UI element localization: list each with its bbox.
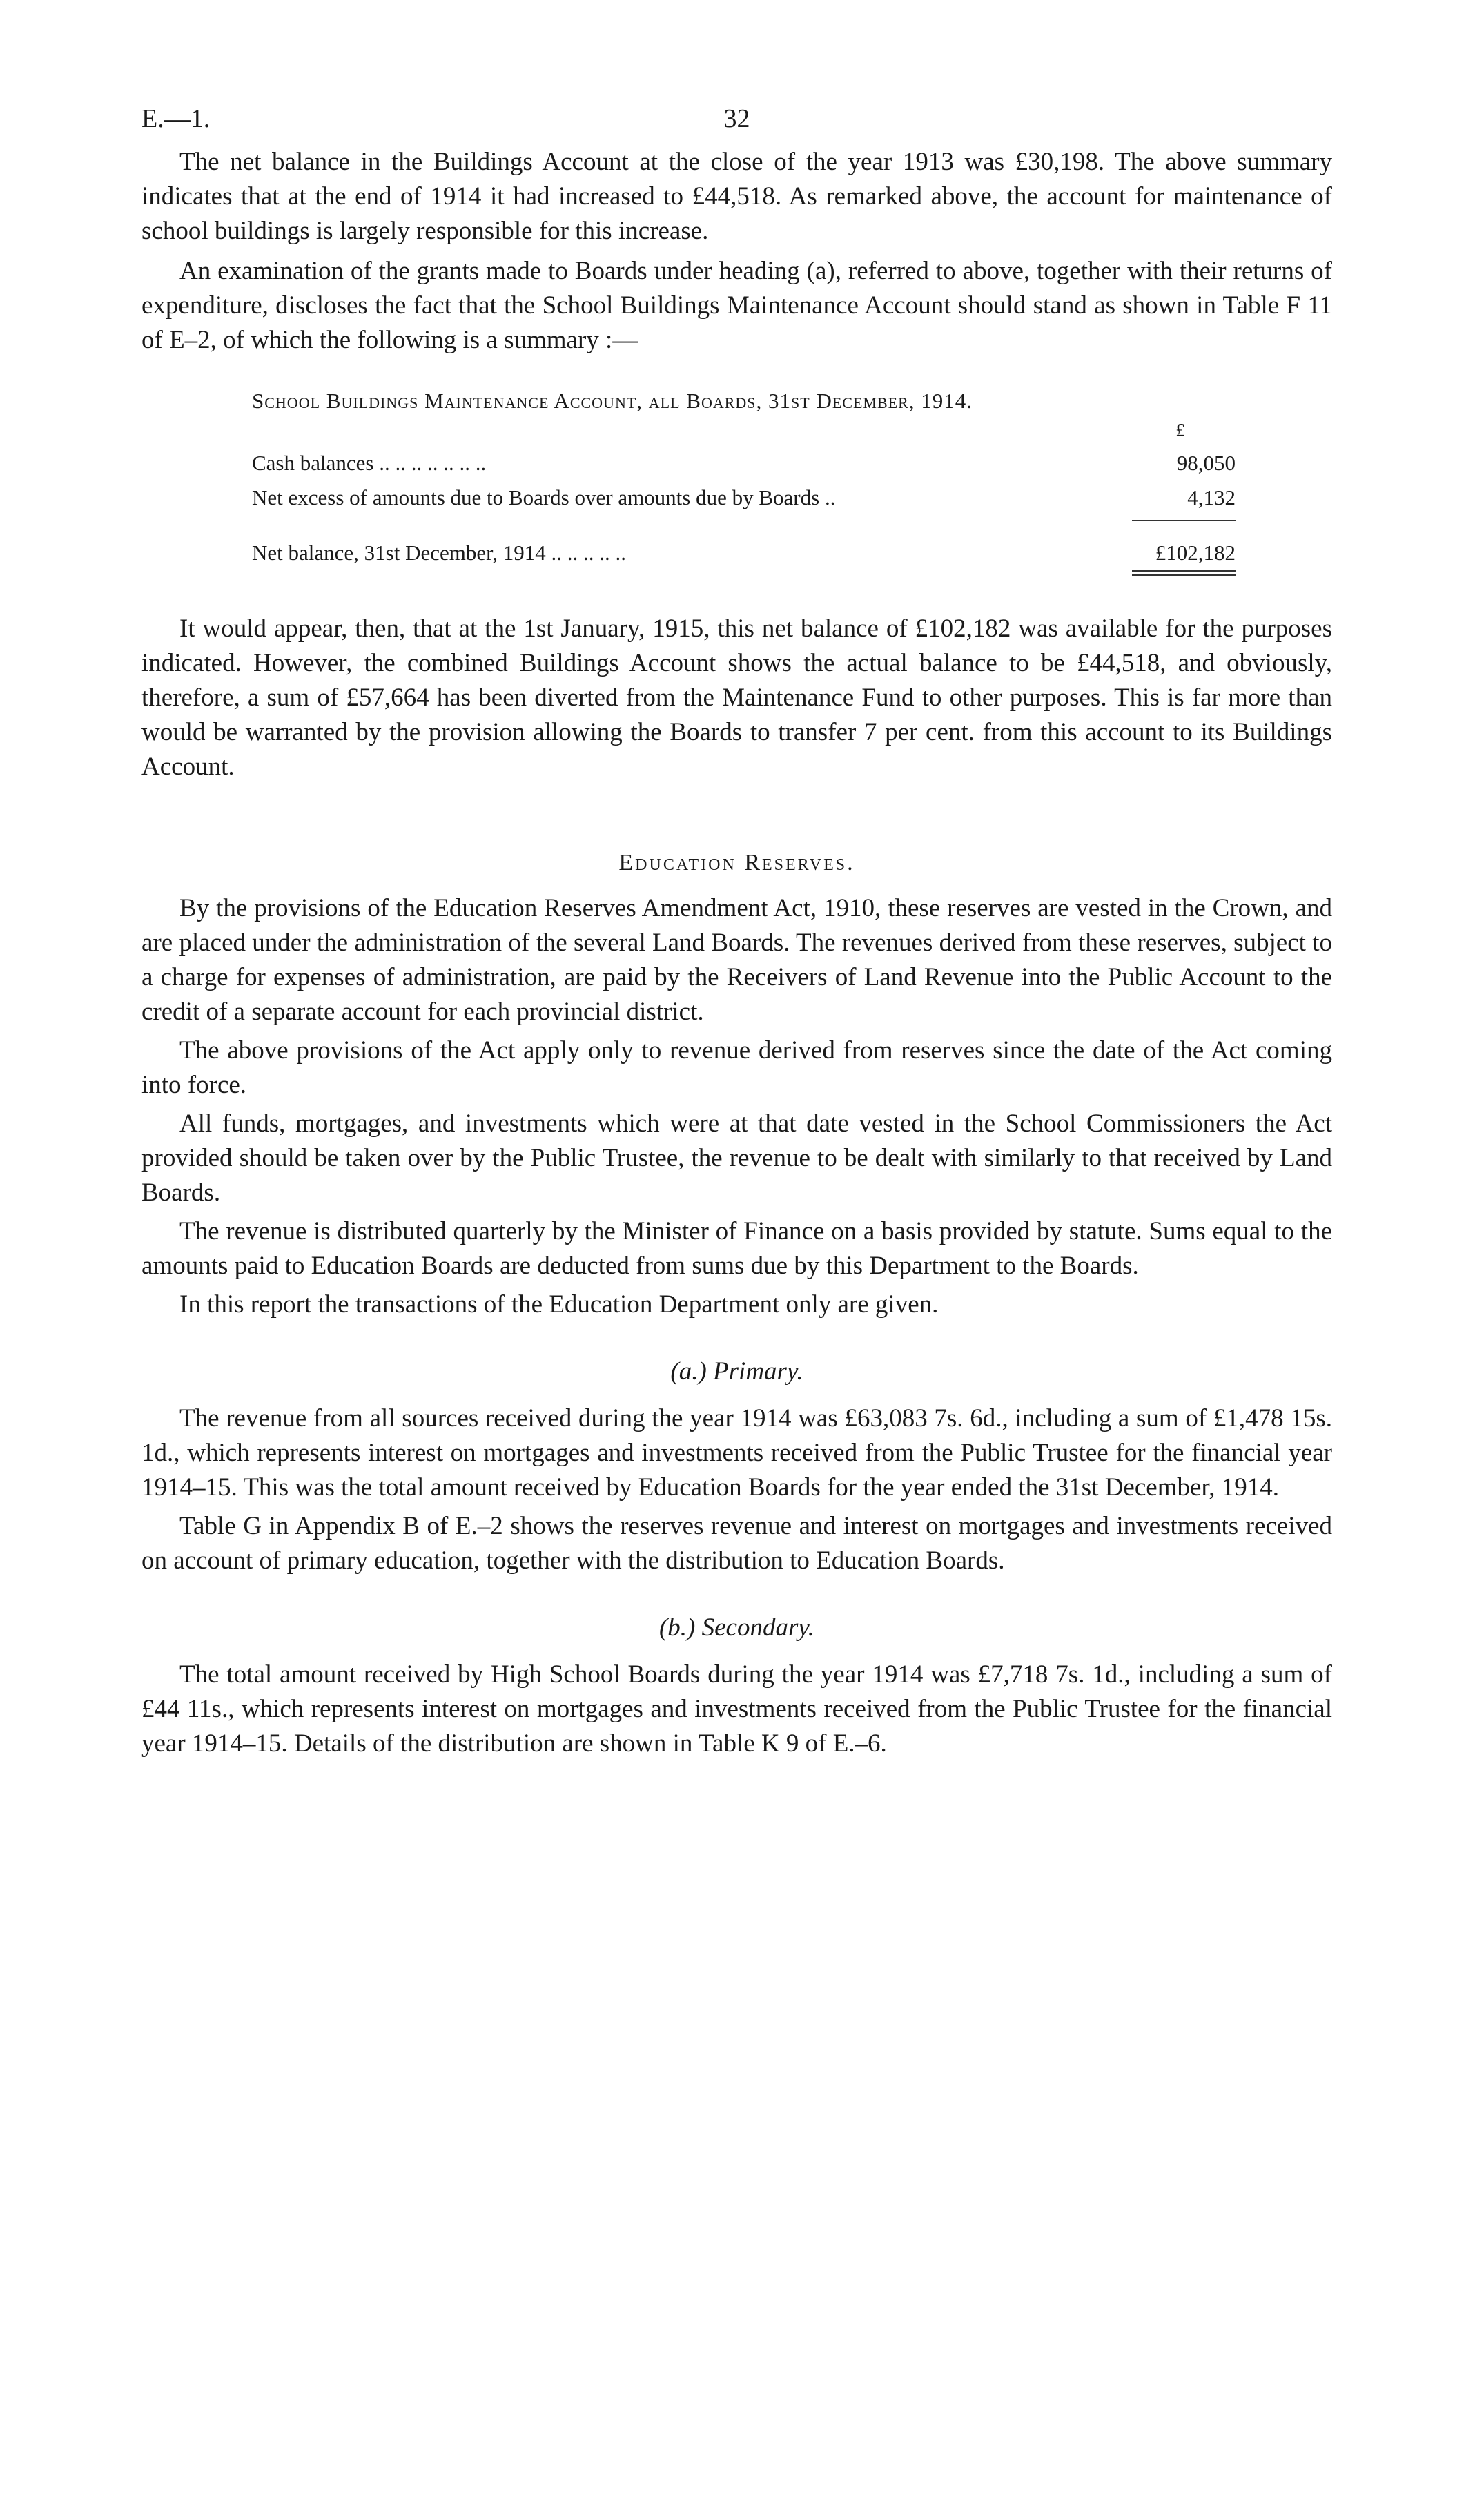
paragraph: It would appear, then, that at the 1st January, 1915, this net balance of £102,182 was available for the purposes indicated. However, the combined Buildings Account shows the actual balance to be £44,518, and obviously, therefore, a sum of £57,664 has been diverted from the Maintenance Fund to other purposes. This is far more than would be warranted by the provision allowing the Boards to transfer 7 per cent. from this account to its Buildings Account. [141, 614, 1332, 781]
paragraph: The revenue is distributed quarterly by the Minister of Finance on a basis provided by statute. Sums equal to the amounts paid to Education Boards are deducted from sums due by this Department to the Boards. [141, 1217, 1332, 1280]
row-value: 98,050 [1176, 451, 1236, 475]
paragraph: The total amount received by High School Boards during the year 1914 was £7,718 7s. 1d., including a sum of £44 11s., which represents interest on mortgages and investments received from the Public Trustee for the financial year 1914–15. Details of the distribution are shown in Table K 9 of E.–6. [141, 1660, 1332, 1758]
summary-title: School Buildings Maintenance Account, all Boards, 31st December, 1914. [252, 389, 973, 413]
row-label: Net excess of amounts due to Boards over amounts due by Boards .. [252, 485, 836, 509]
summary-rows [252, 414, 1236, 581]
total-value: £102,182 [1155, 541, 1236, 565]
sub-heading-secondary: (b.) Secondary. [658, 1613, 815, 1642]
total-label: Net balance, 31st December, 1914 .. .. .. .. .. [252, 541, 626, 565]
paragraph: By the provisions of the Education Reserves Amendment Act, 1910, these reserves are vested in the Crown, and are placed under the administration of the several Land Boards. The revenues derived from these reserves, subject to a charge for expenses of administration, are paid by the Receivers of Land Revenue into the Public Account to the credit of a separate account for each provincial district. [141, 894, 1332, 1026]
paragraph: Table G in Appendix B of E.–2 shows the reserves revenue and interest on mortgages and investments received on account of primary education, together with the distribution to Education Boards. [141, 1512, 1332, 1575]
secondary-section [141, 1658, 1332, 1761]
paragraph: The above provisions of the Act apply only to revenue derived from reserves since the date of the Act coming into force. [141, 1036, 1332, 1099]
table-row [252, 476, 1236, 510]
summary-table [252, 389, 1236, 581]
sub-heading-primary: (a.) Primary. [670, 1357, 803, 1386]
row-value: 4,132 [1187, 485, 1236, 509]
paragraph: The revenue from all sources received during the year 1914 was £63,083 7s. 6d., including a sum of £1,478 15s. 1d., which represents interest on mortgages and investments received from the Public Trustee for the financial year 1914–15. This was the total amount received by Education Boards for the year ended the 31st December, 1914. [141, 1404, 1332, 1502]
total-row [252, 531, 1236, 565]
page-header [141, 104, 1332, 145]
unit-label: £ [1175, 420, 1185, 440]
education-reserves-section [141, 891, 1332, 1322]
table-row [252, 441, 1236, 476]
page-number: 32 [723, 104, 750, 133]
rule-row [252, 510, 1236, 531]
paragraph: The net balance in the Buildings Account at the close of the year 1913 was £30,198. The above summary indicates that at the end of 1914 it had increased to £44,518. As remarked above, the account for maintenance of school buildings is largely responsible for this increase. [141, 148, 1332, 245]
primary-section [141, 1401, 1332, 1578]
row-label: Cash balances .. .. .. .. .. .. .. [252, 451, 487, 475]
total-double-rule [1132, 570, 1236, 576]
paragraph: All funds, mortgages, and investments which were at that date vested in the School Commissioners the Act provided should be taken over by the Public Trustee, the revenue to be dealt with similarly to that received by Land Boards. [141, 1109, 1332, 1207]
paragraph: An examination of the grants made to Boards under heading (a), referred to above, together with their returns of expenditure, discloses the fact that the School Buildings Maintenance Account should stand as shown in Table F 11 of E–2, of which the following is a summary :— [141, 257, 1332, 354]
intro-section [141, 145, 1332, 358]
subtotal-rule [1132, 520, 1236, 521]
rule-row [252, 565, 1236, 581]
document-reference: E.—1. [141, 104, 211, 133]
document-page [141, 104, 1332, 1761]
unit-row [252, 414, 1236, 441]
paragraph: In this report the transactions of the Education Department only are given. [179, 1290, 939, 1319]
section-heading-education-reserves: Education Reserves. [618, 850, 855, 875]
